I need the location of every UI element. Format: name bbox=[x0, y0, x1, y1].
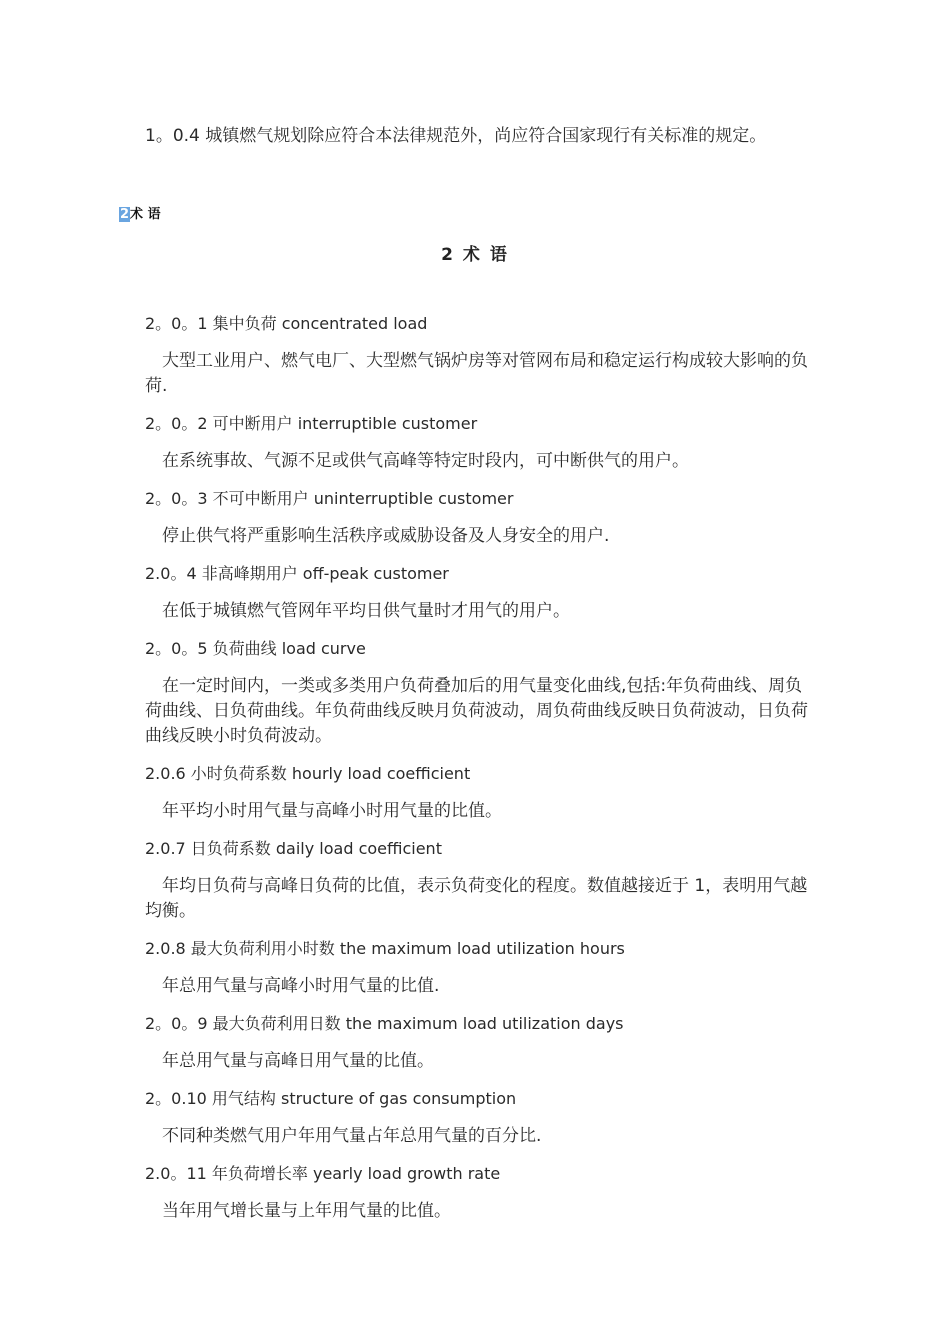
term-heading: 2。0.10 用气结构 structure of gas consumption bbox=[145, 1089, 517, 1108]
term-definition: 大型工业用户、燃气电厂、大型燃气锅炉房等对管网布局和稳定运行构成较大影响的负荷. bbox=[145, 351, 808, 396]
term-definition: 年总用气量与高峰小时用气量的比值. bbox=[162, 976, 440, 996]
term-item bbox=[145, 638, 810, 749]
term-definition: 在系统事故、气源不足或供气高峰等特定时段内，可中断供气的用户。 bbox=[162, 451, 689, 471]
term-item bbox=[145, 838, 810, 924]
term-item bbox=[145, 1088, 810, 1149]
term-heading: 2.0.6 小时负荷系数 hourly load coefficient bbox=[145, 764, 471, 783]
term-definition: 不同种类燃气用户年用气量占年总用气量的百分比. bbox=[162, 1126, 542, 1146]
term-definition: 在一定时间内，一类或多类用户负荷叠加后的用气量变化曲线,包括:年负荷曲线、周负荷曲线、日负荷曲线。年负荷曲线反映月负荷波动，周负荷曲线反映日负荷波动，日负荷曲线反映小时负荷波动。 bbox=[145, 676, 808, 746]
term-heading: 2.0.7 日负荷系数 daily load coefficient bbox=[145, 839, 442, 858]
term-heading: 2.0。4 非高峰期用户 off-peak customer bbox=[145, 564, 449, 583]
term-heading: 2。0。3 不可中断用户 uninterruptible customer bbox=[145, 489, 514, 508]
toc-marker-number: 2 bbox=[120, 207, 130, 222]
term-item bbox=[145, 763, 810, 824]
term-heading: 2。0。1 集中负荷 concentrated load bbox=[145, 314, 428, 333]
term-item bbox=[145, 563, 810, 624]
term-heading: 2。0。5 负荷曲线 load curve bbox=[145, 639, 366, 658]
intro-paragraph: 1。0.4 城镇燃气规划除应符合本法律规范外，尚应符合国家现行有关标准的规定。 bbox=[145, 126, 767, 146]
toc-marker[interactable] bbox=[119, 206, 161, 224]
term-definition: 在低于城镇燃气管网年平均日供气量时才用气的用户。 bbox=[162, 601, 570, 621]
toc-marker-label: 术 语 bbox=[130, 207, 161, 222]
term-heading: 2。0。2 可中断用户 interruptible customer bbox=[145, 414, 478, 433]
term-definition: 年平均小时用气量与高峰小时用气量的比值。 bbox=[162, 801, 502, 821]
term-item bbox=[145, 938, 810, 999]
term-heading: 2.0。11 年负荷增长率 yearly load growth rate bbox=[145, 1164, 501, 1183]
term-heading: 2。0。9 最大负荷利用日数 the maximum load utilization days bbox=[145, 1014, 624, 1033]
term-definition: 年总用气量与高峰日用气量的比值。 bbox=[162, 1051, 434, 1071]
term-definition: 当年用气增长量与上年用气量的比值。 bbox=[162, 1201, 451, 1221]
term-item bbox=[145, 488, 810, 549]
section-title: 2 术 语 bbox=[441, 245, 509, 265]
term-item bbox=[145, 1163, 810, 1224]
term-definition: 停止供气将严重影响生活秩序或威胁设备及人身安全的用户. bbox=[162, 526, 610, 546]
term-item bbox=[145, 313, 810, 399]
term-item bbox=[145, 413, 810, 474]
term-item bbox=[145, 1013, 810, 1074]
term-definition: 年均日负荷与高峰日负荷的比值，表示负荷变化的程度。数值越接近于 1，表明用气越均衡。 bbox=[145, 876, 808, 921]
term-list bbox=[145, 313, 810, 1238]
term-heading: 2.0.8 最大负荷利用小时数 the maximum load utilization hours bbox=[145, 939, 625, 958]
